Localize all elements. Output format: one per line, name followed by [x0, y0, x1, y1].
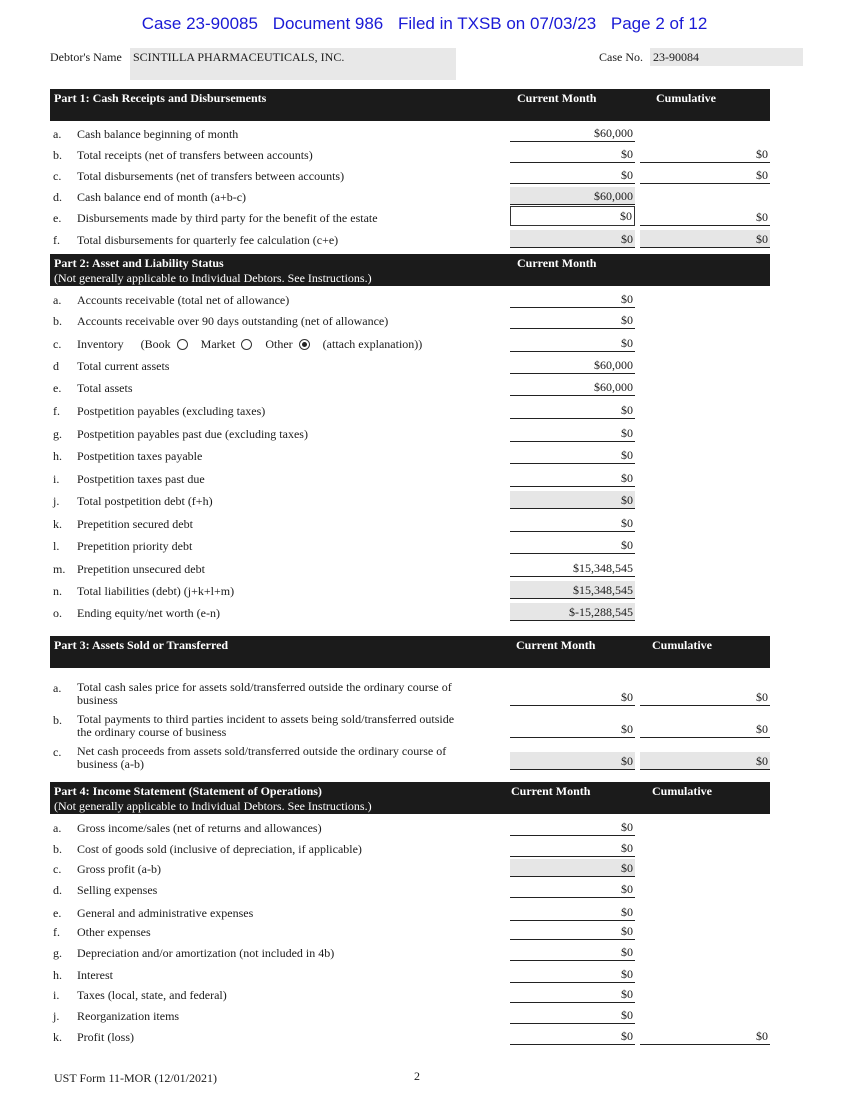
debtor-name-label: Debtor's Name	[50, 50, 122, 64]
stamp-filed: Filed in TXSB on 07/03/23	[398, 14, 597, 33]
part1-b-current[interactable]: $0	[510, 145, 635, 163]
inventory-attach-note: (attach explanation))	[322, 337, 423, 351]
part3-col-cumulative: Cumulative	[652, 638, 712, 652]
part3-b-cumulative[interactable]: $0	[640, 720, 770, 738]
part4-c-current: $0	[510, 859, 635, 877]
part4-row-f: f. Other expenses $0	[53, 924, 633, 939]
part1-c-cumulative[interactable]: $0	[640, 166, 770, 184]
part2-row-n: n. Total liabilities (debt) (j+k+l+m) $15,348,545	[53, 583, 633, 598]
part4-row-c: c. Gross profit (a-b) $0	[53, 861, 633, 876]
part1-row-a: a. Cash balance beginning of month $60,000	[53, 126, 633, 141]
part1-a-current[interactable]: $60,000	[510, 124, 635, 142]
part2-i-current[interactable]: $0	[510, 469, 635, 487]
part4-row-a: a. Gross income/sales (net of returns and allowances) $0	[53, 820, 633, 835]
part3-a-cumulative[interactable]: $0	[640, 688, 770, 706]
debtor-name-field[interactable]	[130, 48, 456, 80]
part3-title: Part 3: Assets Sold or Transferred	[54, 638, 229, 652]
part2-n-current: $15,348,545	[510, 581, 635, 599]
part1-e-cumulative[interactable]: $0	[640, 208, 770, 226]
part4-k-current[interactable]: $0	[510, 1027, 635, 1045]
part4-row-k: k. Profit (loss) $0 $0	[53, 1029, 768, 1044]
part2-col-current: Current Month	[517, 256, 597, 270]
part1-header	[50, 89, 770, 121]
part2-row-g: g. Postpetition payables past due (excluding taxes) $0	[53, 426, 633, 441]
part4-row-d: d. Selling expenses $0	[53, 882, 633, 897]
court-filing-stamp	[0, 14, 849, 34]
page-number: 2	[414, 1069, 420, 1083]
part1-col-current: Current Month	[517, 91, 597, 105]
part4-b-current[interactable]: $0	[510, 839, 635, 857]
part4-g-current[interactable]: $0	[510, 943, 635, 961]
case-number-label: Case No.	[599, 50, 643, 64]
part3-a-current[interactable]: $0	[510, 688, 635, 706]
stamp-document: Document 986	[272, 14, 384, 33]
part4-row-j: j. Reorganization items $0	[53, 1008, 633, 1023]
part2-row-j: j. Total postpetition debt (f+h) $0	[53, 493, 633, 508]
part2-row-l: l. Prepetition priority debt $0	[53, 538, 633, 553]
part1-col-cumulative: Cumulative	[656, 91, 716, 105]
part2-b-current[interactable]: $0	[510, 311, 635, 329]
part2-row-h: h. Postpetition taxes payable $0	[53, 448, 633, 463]
part4-row-b: b. Cost of goods sold (inclusive of depreciation, if applicable) $0	[53, 841, 633, 856]
part1-row-e: e. Disbursements made by third party for the benefit of the estate $0 $0	[50, 208, 770, 228]
part2-row-k: k. Prepetition secured debt $0	[53, 516, 633, 531]
part1-row-b: b. Total receipts (net of transfers between accounts) $0 $0	[53, 147, 768, 162]
inventory-market-radio[interactable]	[241, 339, 252, 350]
part2-a-current[interactable]: $0	[510, 290, 635, 308]
part4-title: Part 4: Income Statement (Statement of Operations)	[54, 784, 322, 798]
part1-e-current[interactable]: $0	[510, 206, 635, 226]
part2-k-current[interactable]: $0	[510, 514, 635, 532]
part3-c-current: $0	[510, 752, 635, 770]
part4-row-h: h. Interest $0	[53, 967, 633, 982]
part2-row-e: e. Total assets $60,000	[53, 380, 633, 395]
part2-f-current[interactable]: $0	[510, 401, 635, 419]
part2-row-b: b. Accounts receivable over 90 days outstanding (net of allowance) $0	[53, 313, 633, 328]
part2-row-o: o. Ending equity/net worth (e-n) $-15,288,545	[53, 605, 633, 620]
case-number-value: 23-90084	[653, 50, 699, 64]
part2-row-c: c. Inventory (Book Market Other (attach explanation)) $0	[53, 336, 633, 351]
part2-j-current: $0	[510, 491, 635, 509]
inventory-book-label: Book	[144, 337, 171, 351]
part2-header	[50, 254, 770, 286]
part1-c-current[interactable]: $0	[510, 166, 635, 184]
part2-h-current[interactable]: $0	[510, 446, 635, 464]
part2-c-current[interactable]: $0	[510, 334, 635, 352]
part1-b-cumulative[interactable]: $0	[640, 145, 770, 163]
part3-c-cumulative: $0	[640, 752, 770, 770]
inventory-other-label: Other	[265, 337, 293, 351]
stamp-case: Case 23-90085	[141, 14, 258, 33]
part2-g-current[interactable]: $0	[510, 424, 635, 442]
part3-row-b: b. Total payments to third parties incident to assets being sold/transferred outside the ordinary course of business $0 $0	[53, 712, 768, 739]
inventory-book-radio[interactable]	[177, 339, 188, 350]
part2-subtitle: (Not generally applicable to Individual Debtors. See Instructions.)	[54, 271, 372, 285]
part2-title: Part 2: Asset and Liability Status	[54, 256, 224, 270]
part1-f-cumulative: $0	[640, 230, 770, 248]
part4-row-i: i. Taxes (local, state, and federal) $0	[53, 987, 633, 1002]
inventory-other-radio[interactable]	[299, 339, 310, 350]
part4-row-g: g. Depreciation and/or amortization (not included in 4b) $0	[53, 945, 633, 960]
part4-i-current[interactable]: $0	[510, 985, 635, 1003]
part4-d-current[interactable]: $0	[510, 880, 635, 898]
part1-row-d: d. Cash balance end of month (a+b-c) $60,000	[53, 189, 633, 204]
part4-row-e: e. General and administrative expenses $0	[53, 905, 633, 920]
case-number-field[interactable]	[650, 48, 803, 66]
part4-e-current[interactable]: $0	[510, 903, 635, 921]
part3-header	[50, 636, 770, 668]
part1-row-f: f. Total disbursements for quarterly fee calculation (c+e) $0 $0	[53, 232, 768, 247]
part4-f-current[interactable]: $0	[510, 922, 635, 940]
part2-row-f: f. Postpetition payables (excluding taxes) $0	[53, 403, 633, 418]
part4-k-cumulative[interactable]: $0	[640, 1027, 770, 1045]
part4-h-current[interactable]: $0	[510, 965, 635, 983]
part4-a-current[interactable]: $0	[510, 818, 635, 836]
part3-col-current: Current Month	[516, 638, 596, 652]
part2-d-current[interactable]: $60,000	[510, 356, 635, 374]
part2-row-a: a. Accounts receivable (total net of allowance) $0	[53, 292, 633, 307]
stamp-page: Page 2 of 12	[610, 14, 708, 33]
part4-header	[50, 782, 770, 814]
part1-row-c: c. Total disbursements (net of transfers between accounts) $0 $0	[53, 168, 768, 183]
part2-o-current: $-15,288,545	[510, 603, 635, 621]
part2-l-current[interactable]: $0	[510, 536, 635, 554]
part2-row-i: i. Postpetition taxes past due $0	[53, 471, 633, 486]
part4-j-current[interactable]: $0	[510, 1006, 635, 1024]
inventory-market-label: Market	[200, 337, 236, 351]
part1-f-current: $0	[510, 230, 635, 248]
part3-row-c: c. Net cash proceeds from assets sold/transferred outside the ordinary course of business (a-b) $0 $0	[53, 744, 768, 771]
part1-title: Part 1: Cash Receipts and Disbursements	[54, 91, 267, 105]
part4-col-cumulative: Cumulative	[652, 784, 712, 798]
form-identifier: UST Form 11-MOR (12/01/2021)	[54, 1071, 218, 1085]
part1-d-current: $60,000	[510, 187, 635, 205]
part3-b-current[interactable]: $0	[510, 720, 635, 738]
part2-m-current[interactable]: $15,348,545	[510, 559, 635, 577]
part2-e-current[interactable]: $60,000	[510, 378, 635, 396]
part3-row-a: a. Total cash sales price for assets sold/transferred outside the ordinary course of business $0 $0	[53, 680, 768, 707]
part2-row-m: m. Prepetition unsecured debt $15,348,545	[53, 561, 633, 576]
part4-col-current: Current Month	[511, 784, 591, 798]
part2-row-d: d Total current assets $60,000	[53, 358, 633, 373]
debtor-name-value: SCINTILLA PHARMACEUTICALS, INC.	[133, 50, 345, 64]
part4-subtitle: (Not generally applicable to Individual Debtors. See Instructions.)	[54, 799, 372, 813]
